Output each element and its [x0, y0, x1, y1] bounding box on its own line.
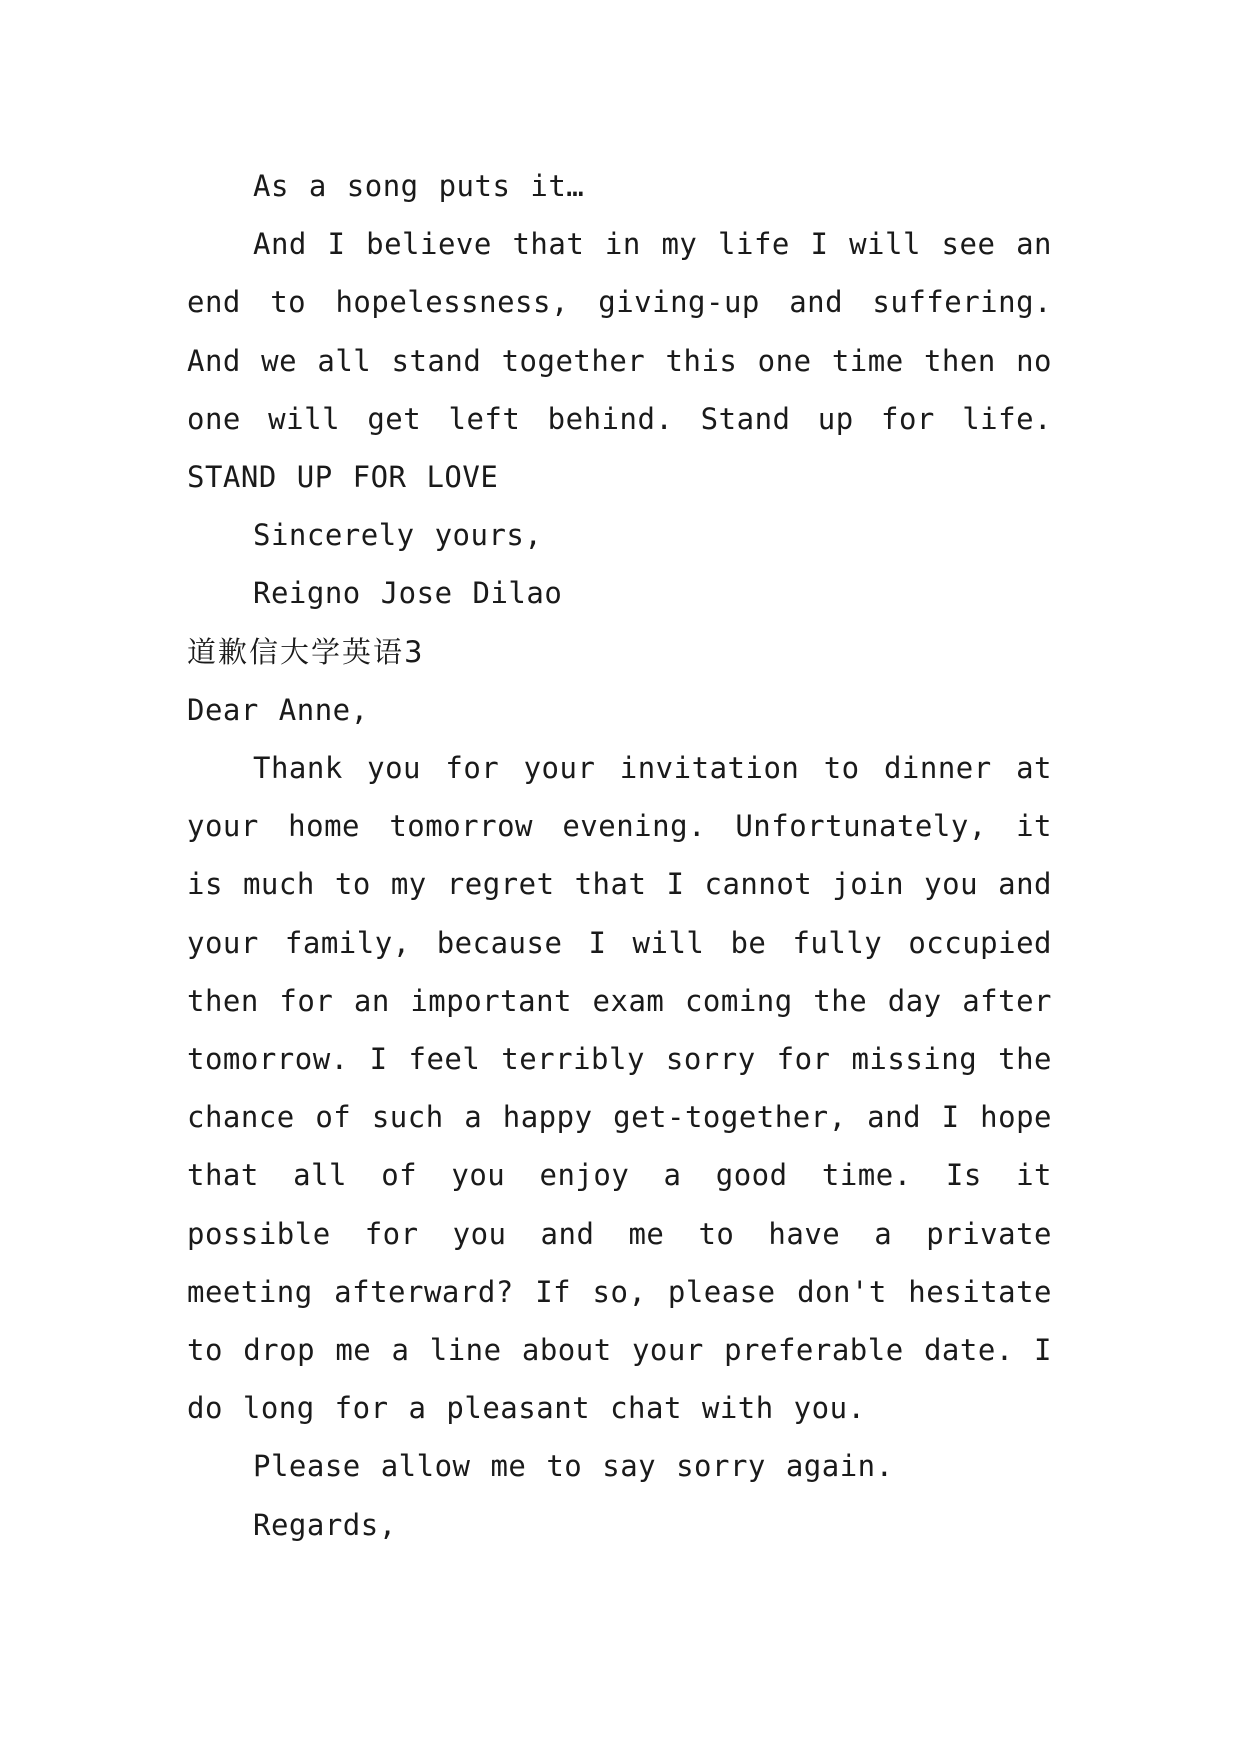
- closing-sincerely: Sincerely yours,: [253, 518, 543, 553]
- belief-paragraph: And I believe that in my life I will see an end to hopelessness, giving-up and suffering. And we all stand together this one time then no one will get left behind. Stand up for life. STAND UP FOR LOVE: [187, 227, 1052, 495]
- song-intro-paragraph: As a song puts it…: [253, 169, 585, 203]
- letter-body-paragraph: Thank you for your invitation to dinner at your home tomorrow evening. Unfortunately, it is much to my regret that I cannot join you and your family, because I will be fully occupied then for an important exam coming the day after tomorrow. I feel terribly sorry for missing the chance of such a happy get-together, and I hope that all of you enjoy a good time. Is it possible for you and me to have a private meeting afterward? If so, please don't hesitate to drop me a line about your preferable date. I do long for a pleasant chat with you.: [187, 751, 1052, 1426]
- signature-name: Reigno Jose Dilao: [253, 576, 563, 611]
- salutation: Dear Anne,: [187, 692, 369, 727]
- section-heading: 道歉信大学英语3: [187, 634, 425, 669]
- closing-regards: Regards,: [253, 1507, 397, 1542]
- document-page: [187, 157, 1052, 1554]
- apology-paragraph: Please allow me to say sorry again.: [253, 1449, 894, 1484]
